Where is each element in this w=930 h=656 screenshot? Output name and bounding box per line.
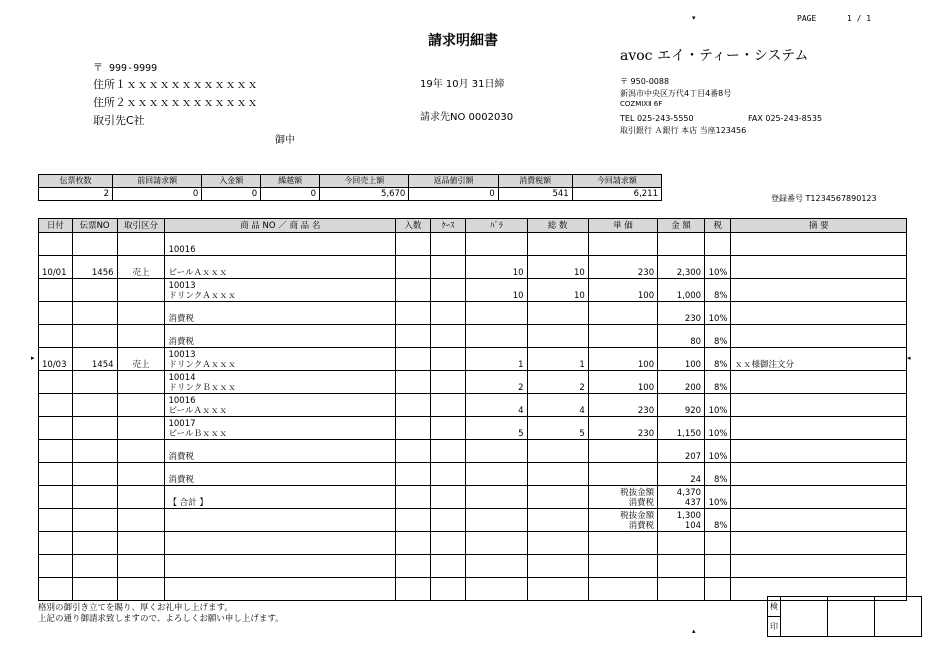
cell-amount: 230 <box>658 302 705 325</box>
cell-bara <box>466 532 527 555</box>
cell-bara <box>466 325 527 348</box>
invoice-number: 請求先NO 0002030 <box>420 112 514 123</box>
cell-price: 100 <box>588 279 657 302</box>
column-header: 商 品 NO ／ 商 品 名 <box>165 219 396 233</box>
column-header: ｹｰｽ <box>430 219 466 233</box>
cell-note <box>731 486 907 509</box>
cell-kind: 売上 <box>117 348 165 371</box>
cell-price: 230 <box>588 417 657 440</box>
product-code: 10013 <box>168 281 196 291</box>
cell-name <box>165 555 396 578</box>
table-row <box>39 394 907 417</box>
stamp-cell <box>781 597 828 637</box>
cell-total: 10 <box>527 256 588 279</box>
summary-header: 繰越額 <box>261 175 320 188</box>
cell-tax: 8% <box>705 509 731 532</box>
cell-note <box>731 394 907 417</box>
cell-total <box>527 509 588 532</box>
cell-amount: 100 <box>658 348 705 371</box>
summary-header: 消費税額 <box>498 175 572 188</box>
cell-name <box>165 486 396 509</box>
cell-kind <box>117 440 165 463</box>
cell-case <box>430 256 466 279</box>
cell-amount: 1,300 104 <box>658 509 705 532</box>
issuer-zip: 〒 950-0088 <box>620 77 670 86</box>
top-marker: ▾ <box>692 14 696 22</box>
cell-date <box>39 325 73 348</box>
cell-total: 5 <box>527 417 588 440</box>
product-code: 10014 <box>168 373 196 383</box>
cell-date <box>39 440 73 463</box>
summary-value: 2 <box>39 188 113 201</box>
inspection-stamp-box <box>767 596 922 637</box>
column-header: 日付 <box>39 219 73 233</box>
cell-bara <box>466 486 527 509</box>
table-row <box>39 325 907 348</box>
cell-name <box>165 325 396 348</box>
cell-total: 10 <box>527 279 588 302</box>
cell-name <box>165 463 396 486</box>
cell-bara <box>466 302 527 325</box>
cell-name <box>165 348 396 371</box>
cell-amount <box>658 233 705 256</box>
cell-tax: 10% <box>705 417 731 440</box>
cell-kind <box>117 532 165 555</box>
cell-slip: 1454 <box>72 348 117 371</box>
stamp-cell <box>875 597 922 637</box>
column-header: 取引区分 <box>117 219 165 233</box>
page-number: 1 / 1 <box>847 14 872 23</box>
cell-tax: 10% <box>705 486 731 509</box>
summary-value: 6,211 <box>572 188 661 201</box>
cell-kind <box>117 463 165 486</box>
cell-amount: 4,370 437 <box>658 486 705 509</box>
cell-total: 4 <box>527 394 588 417</box>
summary-value: 541 <box>498 188 572 201</box>
cell-irisu <box>396 325 431 348</box>
cell-irisu <box>396 394 431 417</box>
cell-name <box>165 532 396 555</box>
cell-tax: 8% <box>705 279 731 302</box>
cell-total <box>527 302 588 325</box>
cell-note <box>731 256 907 279</box>
cell-price <box>588 440 657 463</box>
cell-total <box>527 233 588 256</box>
cell-price <box>588 532 657 555</box>
footer-line2: 上記の通り御請求致しますので、よろしくお願い申し上げます。 <box>38 614 284 624</box>
issuer-fax: FAX 025-243-8535 <box>748 114 823 123</box>
table-row <box>39 532 907 555</box>
cell-tax: 8% <box>705 463 731 486</box>
cell-name <box>165 394 396 417</box>
cell-date <box>39 417 73 440</box>
summary-header: 前回請求額 <box>113 175 202 188</box>
cell-date: 10/01 <box>39 256 73 279</box>
cell-slip <box>72 463 117 486</box>
product-code: 10016 <box>168 245 196 255</box>
table-row <box>39 463 907 486</box>
cell-tax: 10% <box>705 302 731 325</box>
cell-note <box>731 279 907 302</box>
product-name: ドリンクＢｘｘｘ <box>168 383 237 393</box>
column-header: 金 額 <box>658 219 705 233</box>
cell-kind <box>117 371 165 394</box>
cell-amount <box>658 578 705 601</box>
cell-date <box>39 578 73 601</box>
cell-irisu <box>396 555 431 578</box>
product-code: 10013 <box>168 350 196 360</box>
cell-kind <box>117 578 165 601</box>
issuer-name: avoc エイ・ティー・システム <box>620 48 809 64</box>
cell-name <box>165 302 396 325</box>
product-name: ビールＢｘｘｘ <box>168 429 228 439</box>
cell-price: 税抜金額 消費税 <box>588 486 657 509</box>
table-row <box>39 233 907 256</box>
table-row <box>39 486 907 509</box>
cell-irisu <box>396 486 431 509</box>
cell-irisu <box>396 348 431 371</box>
cell-price: 税抜金額 消費税 <box>588 509 657 532</box>
cell-note <box>731 371 907 394</box>
summary-header: 入金額 <box>202 175 261 188</box>
cell-slip <box>72 440 117 463</box>
cell-tax <box>705 532 731 555</box>
cell-total <box>527 440 588 463</box>
cell-note <box>731 417 907 440</box>
column-header: 税 <box>705 219 731 233</box>
cell-price <box>588 302 657 325</box>
cell-case <box>430 486 466 509</box>
cell-tax: 8% <box>705 371 731 394</box>
table-row <box>39 509 907 532</box>
cell-tax <box>705 555 731 578</box>
table-row <box>39 279 907 302</box>
cell-bara: 10 <box>466 256 527 279</box>
cell-slip <box>72 486 117 509</box>
column-header: 総 数 <box>527 219 588 233</box>
cell-irisu <box>396 417 431 440</box>
cell-irisu <box>396 532 431 555</box>
cell-bara <box>466 555 527 578</box>
document-title: 請求明細書 <box>428 33 498 49</box>
recipient-address2: 住所２ｘｘｘｘｘｘｘｘｘｘｘｘ <box>93 96 258 109</box>
bottom-marker: ▴ <box>692 627 696 635</box>
cell-date <box>39 463 73 486</box>
cell-case <box>430 555 466 578</box>
cell-note <box>731 509 907 532</box>
issuer-bank: 取引銀行 Ａ銀行 本店 当座123456 <box>620 126 747 135</box>
cell-kind <box>117 509 165 532</box>
cell-note <box>731 555 907 578</box>
cell-slip <box>72 417 117 440</box>
footer-line1: 格別の御引き立てを賜り、厚くお礼申し上げます。 <box>38 603 233 613</box>
cell-tax <box>705 578 731 601</box>
cell-price <box>588 578 657 601</box>
cell-bara: 1 <box>466 348 527 371</box>
cell-slip <box>72 394 117 417</box>
table-row <box>39 302 907 325</box>
cell-amount: 920 <box>658 394 705 417</box>
product-name: ビールＡｘｘｘ <box>168 406 228 416</box>
cell-tax: 8% <box>705 348 731 371</box>
issuer-address: 新潟市中央区万代4丁目4番8号 <box>620 89 732 98</box>
product-name: 消費税 <box>168 452 194 462</box>
cell-amount: 207 <box>658 440 705 463</box>
cell-bara <box>466 440 527 463</box>
cell-name <box>165 440 396 463</box>
cell-case <box>430 279 466 302</box>
cell-kind <box>117 555 165 578</box>
summary-value: 0 <box>409 188 498 201</box>
cell-bara: 2 <box>466 371 527 394</box>
issuer-tel: TEL 025-243-5550 <box>620 114 694 123</box>
cell-kind <box>117 279 165 302</box>
summary-header: 今回請求額 <box>572 175 661 188</box>
cell-name <box>165 417 396 440</box>
cell-kind <box>117 394 165 417</box>
cell-note <box>731 532 907 555</box>
cell-name <box>165 256 396 279</box>
cell-case <box>430 348 466 371</box>
cell-name <box>165 233 396 256</box>
cell-irisu <box>396 279 431 302</box>
cell-case <box>430 509 466 532</box>
cell-amount: 80 <box>658 325 705 348</box>
cell-amount <box>658 532 705 555</box>
cell-total: 1 <box>527 348 588 371</box>
cell-total <box>527 532 588 555</box>
cell-kind <box>117 325 165 348</box>
cell-irisu <box>396 371 431 394</box>
cell-irisu <box>396 509 431 532</box>
cell-total <box>527 325 588 348</box>
cell-kind <box>117 486 165 509</box>
cell-total <box>527 486 588 509</box>
product-name: ドリンクＡｘｘｘ <box>168 291 237 301</box>
cell-tax <box>705 233 731 256</box>
cell-date <box>39 486 73 509</box>
recipient-address1: 住所１ｘｘｘｘｘｘｘｘｘｘｘｘ <box>93 78 258 91</box>
cell-amount: 24 <box>658 463 705 486</box>
stamp-label-top: 検 <box>768 597 781 617</box>
cell-date <box>39 509 73 532</box>
cell-amount: 1,000 <box>658 279 705 302</box>
cell-date <box>39 532 73 555</box>
table-row <box>39 371 907 394</box>
product-name: ドリンクＡｘｘｘ <box>168 360 237 370</box>
detail-table <box>38 218 907 601</box>
stamp-cell <box>828 597 875 637</box>
cell-price: 230 <box>588 394 657 417</box>
cell-case <box>430 440 466 463</box>
cell-kind <box>117 302 165 325</box>
cell-slip: 1456 <box>72 256 117 279</box>
cell-slip <box>72 279 117 302</box>
recipient-honorific: 御中 <box>275 135 295 146</box>
product-name: 消費税 <box>168 337 194 347</box>
cell-bara: 10 <box>466 279 527 302</box>
summary-value: 0 <box>113 188 202 201</box>
cell-total: 2 <box>527 371 588 394</box>
cell-name <box>165 279 396 302</box>
cell-price: 100 <box>588 371 657 394</box>
cell-price <box>588 463 657 486</box>
column-header: 摘 要 <box>731 219 907 233</box>
cell-date <box>39 371 73 394</box>
cell-date <box>39 555 73 578</box>
cell-irisu <box>396 302 431 325</box>
cell-note <box>731 302 907 325</box>
cell-bara <box>466 578 527 601</box>
summary-value: 0 <box>261 188 320 201</box>
cell-amount: 2,300 <box>658 256 705 279</box>
recipient-company: 取引先C社 <box>93 114 145 127</box>
cell-tax: 10% <box>705 440 731 463</box>
cell-amount <box>658 555 705 578</box>
cell-case <box>430 578 466 601</box>
closing-date: 19年 10月 31日締 <box>420 79 505 90</box>
product-name: 【 合計 】 <box>168 498 208 508</box>
cell-irisu <box>396 463 431 486</box>
summary-value: 0 <box>202 188 261 201</box>
registration-number: 登録番号 T1234567890123 <box>771 194 877 203</box>
cell-kind <box>117 233 165 256</box>
cell-amount: 200 <box>658 371 705 394</box>
cell-bara <box>466 463 527 486</box>
summary-header: 伝票枚数 <box>39 175 113 188</box>
column-header: 伝票NO <box>72 219 117 233</box>
cell-case <box>430 463 466 486</box>
cell-note: ｘｘ様御注文分 <box>731 348 907 371</box>
cell-slip <box>72 509 117 532</box>
recipient-zip: 〒 999-9999 <box>93 63 158 74</box>
product-name: ビールＡｘｘｘ <box>168 268 228 278</box>
left-row-marker: ▸ <box>31 354 35 362</box>
table-row <box>39 417 907 440</box>
cell-total <box>527 463 588 486</box>
cell-total <box>527 555 588 578</box>
cell-date <box>39 302 73 325</box>
table-row <box>39 256 907 279</box>
cell-case <box>430 394 466 417</box>
cell-note <box>731 463 907 486</box>
cell-bara: 4 <box>466 394 527 417</box>
cell-tax: 10% <box>705 256 731 279</box>
cell-case <box>430 302 466 325</box>
cell-date <box>39 279 73 302</box>
product-name: 消費税 <box>168 314 194 324</box>
column-header: 入数 <box>396 219 431 233</box>
table-row <box>39 348 907 371</box>
cell-amount: 1,150 <box>658 417 705 440</box>
table-row <box>39 440 907 463</box>
column-header: ﾊﾞﾗ <box>466 219 527 233</box>
column-header: 単 価 <box>588 219 657 233</box>
summary-header: 今回売上額 <box>320 175 409 188</box>
product-name: 消費税 <box>168 475 194 485</box>
product-code: 10017 <box>168 419 196 429</box>
cell-slip <box>72 578 117 601</box>
cell-date <box>39 233 73 256</box>
cell-price <box>588 233 657 256</box>
cell-name <box>165 578 396 601</box>
cell-case <box>430 371 466 394</box>
issuer-building: COZMIXⅡ 6F <box>620 100 663 108</box>
cell-case <box>430 417 466 440</box>
cell-slip <box>72 325 117 348</box>
summary-value: 5,670 <box>320 188 409 201</box>
cell-case <box>430 532 466 555</box>
cell-irisu <box>396 256 431 279</box>
summary-header: 返品値引額 <box>409 175 498 188</box>
cell-slip <box>72 302 117 325</box>
page-label: PAGE <box>797 14 817 23</box>
cell-irisu <box>396 233 431 256</box>
cell-irisu <box>396 440 431 463</box>
cell-slip <box>72 532 117 555</box>
cell-tax: 10% <box>705 394 731 417</box>
cell-tax: 8% <box>705 325 731 348</box>
cell-note <box>731 440 907 463</box>
product-code: 10016 <box>168 396 196 406</box>
cell-date: 10/03 <box>39 348 73 371</box>
cell-total <box>527 578 588 601</box>
cell-slip <box>72 555 117 578</box>
cell-slip <box>72 371 117 394</box>
cell-name <box>165 509 396 532</box>
cell-name <box>165 371 396 394</box>
cell-price <box>588 555 657 578</box>
table-row <box>39 555 907 578</box>
summary-table <box>38 174 662 201</box>
stamp-label-bottom: 印 <box>768 617 781 637</box>
cell-bara: 5 <box>466 417 527 440</box>
right-row-marker: ◂ <box>907 354 911 362</box>
cell-case <box>430 233 466 256</box>
cell-kind <box>117 417 165 440</box>
cell-kind: 売上 <box>117 256 165 279</box>
cell-price <box>588 325 657 348</box>
cell-price: 100 <box>588 348 657 371</box>
cell-note <box>731 233 907 256</box>
cell-irisu <box>396 578 431 601</box>
cell-price: 230 <box>588 256 657 279</box>
cell-bara <box>466 233 527 256</box>
cell-date <box>39 394 73 417</box>
cell-bara <box>466 509 527 532</box>
cell-case <box>430 325 466 348</box>
cell-note <box>731 325 907 348</box>
cell-slip <box>72 233 117 256</box>
